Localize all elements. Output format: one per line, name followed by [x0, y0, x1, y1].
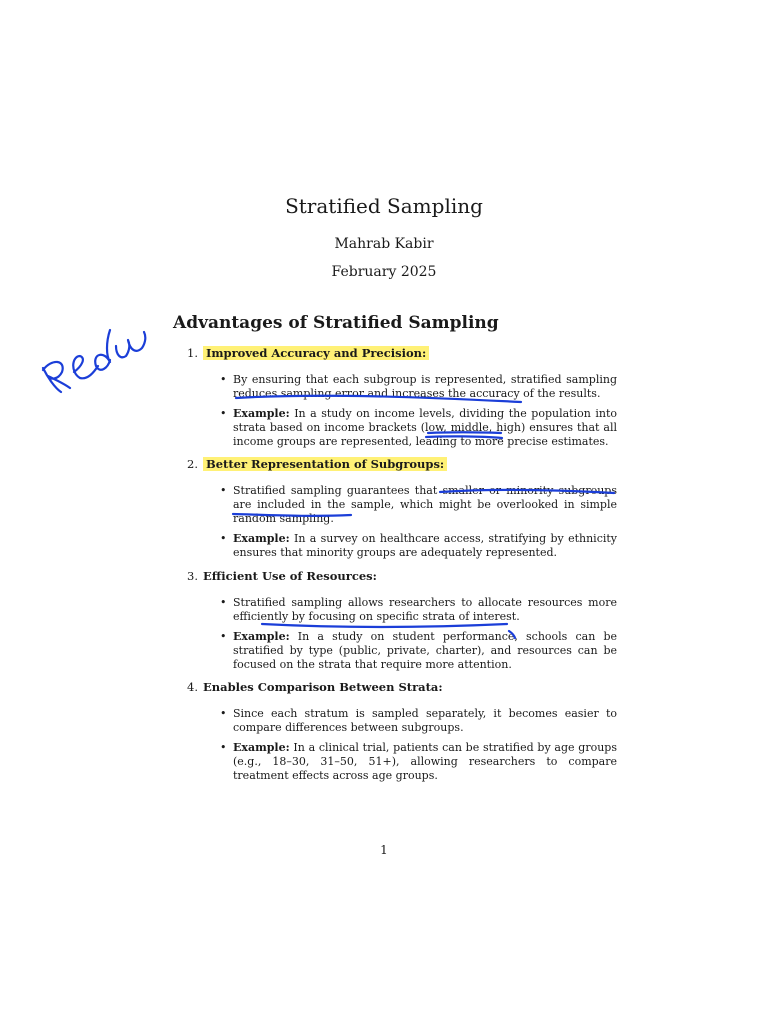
bullet-text: Since each stratum is sampled separately, it becomes easier to compare differences between subgroups.: [233, 707, 617, 734]
list-item-4: [187, 678, 617, 783]
bullet-point: [233, 532, 617, 560]
bullet-text: In a study on student performance, schools can be stratified by type (public, private, charter), and resources can be focused on the strata that require more attention.: [233, 630, 617, 671]
bullet-label: Example:: [233, 407, 290, 420]
item-number: 1.: [187, 346, 198, 360]
section-title: Advantages of Stratified Sampling: [173, 313, 499, 333]
bullet-text: By ensuring that each subgroup is represented, stratified sampling reduces sampling error and increases the accuracy of the results.: [233, 373, 617, 400]
handwriting-redu: [43, 330, 145, 392]
heading-text: Enables Comparison Between Strata:: [203, 680, 443, 694]
bullet-point: [233, 707, 617, 735]
item-heading: [187, 678, 617, 696]
item-number: 2.: [187, 457, 198, 471]
highlighted-heading: Improved Accuracy and Precision:: [203, 346, 429, 360]
item-heading: [187, 455, 617, 473]
page-number: 1: [380, 843, 388, 857]
item-number: 3.: [187, 569, 198, 583]
bullet-text: In a study on income levels, dividing the population into strata based on income brackets (low, middle, high) ensures that all income groups are represented, leading to more precise estimates.: [233, 407, 617, 448]
bullet-text: In a clinical trial, patients can be stratified by age groups (e.g., 18–30, 31–50, 51+), allowing researchers to compare treatment effects across age groups.: [233, 741, 617, 782]
item-heading: [187, 344, 617, 362]
highlighted-heading: Better Representation of Subgroups:: [203, 457, 447, 471]
bullet-point: [233, 484, 617, 526]
bullet-point: [233, 630, 617, 672]
list-item-1: [187, 344, 617, 449]
bullet-point: [233, 407, 617, 449]
heading-text: Efficient Use of Resources:: [203, 569, 377, 583]
bullet-point: [233, 741, 617, 783]
bullet-point: [233, 373, 617, 401]
bullet-point: [233, 596, 617, 624]
bullet-text: In a survey on healthcare access, stratifying by ethnicity ensures that minority groups are adequately represented.: [233, 532, 618, 559]
bullet-text: Stratified sampling guarantees that smaller or minority subgroups are included in the sample, which might be overlooked in simple random sampling.: [233, 484, 617, 525]
document-author: Mahrab Kabir: [334, 236, 434, 252]
bullet-label: Example:: [233, 532, 290, 545]
list-item-2: [187, 455, 617, 560]
bullet-text: Stratified sampling allows researchers to allocate resources more efficiently by focusing on specific strata of interest.: [233, 596, 617, 623]
list-item-3: [187, 567, 617, 672]
bullet-label: Example:: [233, 630, 290, 643]
bullet-label: Example:: [233, 741, 290, 754]
item-heading: [187, 567, 617, 585]
document-title: Stratified Sampling: [285, 194, 483, 218]
item-number: 4.: [187, 680, 198, 694]
document-date: February 2025: [331, 264, 437, 280]
